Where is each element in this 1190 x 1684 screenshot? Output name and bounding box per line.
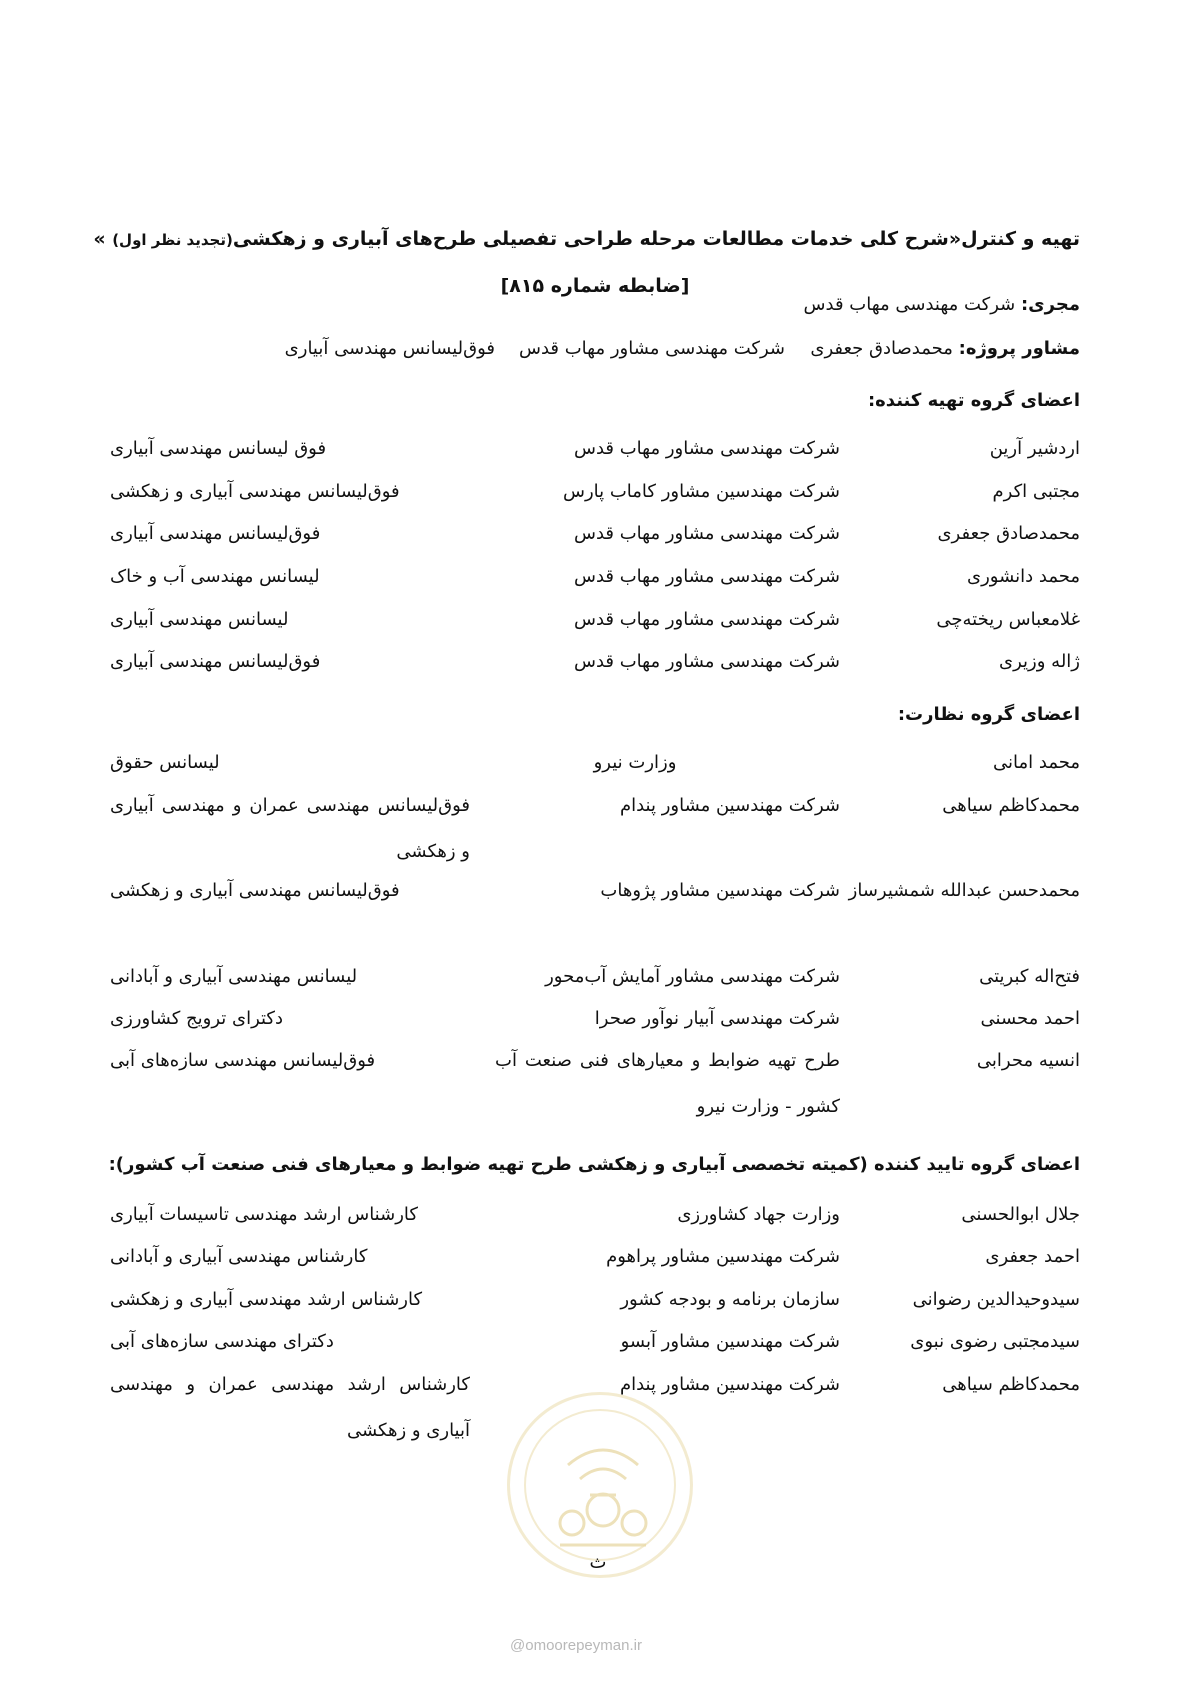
consultant-degree: فوق‌لیسانس مهندسی آبیاری [284, 338, 495, 359]
member-degree: فوق‌لیسانس مهندسی آبیاری [110, 651, 321, 672]
footer-watermark-url: @omoorepeyman.ir [510, 1637, 642, 1654]
member-org: وزارت جهاد کشاورزی [677, 1204, 840, 1225]
member-degree: دکترای ترویج کشاورزی [110, 1008, 284, 1029]
member-degree: فوق‌لیسانس مهندسی آبیاری و زهکشی [110, 481, 400, 502]
member-degree: لیسانس حقوق [110, 752, 220, 773]
table-row [100, 996, 1080, 1042]
member-degree: کارشناس ارشد مهندسی عمران و مهندسی آبیاری و زهکشی [110, 1374, 470, 1441]
table-row [100, 1192, 1080, 1238]
table-row [100, 469, 1080, 515]
member-org: شرکت مهندسین مشاور کاماب پارس [562, 481, 840, 502]
member-degree: لیسانس مهندسی آبیاری [110, 609, 289, 630]
table-row [100, 783, 1080, 875]
member-name: محمدحسن عبدالله شمشیرساز [848, 880, 1080, 901]
table-row [100, 1319, 1080, 1365]
member-degree: فوق‌لیسانس مهندسی آبیاری و زهکشی [110, 880, 400, 901]
member-org: شرکت مهندسین مشاور پراهوم [606, 1246, 840, 1267]
table-row [100, 426, 1080, 472]
watermark-stamp [507, 1392, 693, 1578]
member-org: شرکت مهندسی آبیار نوآور صحرا [594, 1008, 840, 1029]
member-degree: لیسانس مهندسی آب و خاک [110, 566, 320, 587]
member-name: سیدوحیدالدین رضوانی [912, 1289, 1080, 1310]
table-row [100, 597, 1080, 643]
consultant-label: مشاور پروژه: [958, 338, 1080, 359]
page-number: ث [589, 1552, 607, 1573]
member-degree: فوق‌لیسانس مهندسی عمران و مهندسی آبیاری و زهکشی [110, 795, 470, 862]
member-name: احمد محسنی [980, 1008, 1080, 1029]
member-org: سازمان برنامه و بودجه کشور [620, 1289, 840, 1310]
table-row [100, 1038, 1080, 1130]
member-org: شرکت مهندسین مشاور پژوهاب [600, 880, 840, 901]
consultant-line [80, 326, 1080, 372]
title-revision: (تجدید نظر اول) [112, 231, 233, 249]
preparers-heading: اعضای گروه تهیه کننده: [867, 390, 1080, 411]
member-org: وزارت نیرو [593, 752, 677, 773]
member-org: شرکت مهندسین مشاور پندام [619, 1374, 840, 1395]
member-name: محمدصادق جعفری [937, 523, 1080, 544]
member-org: شرکت مهندسی مشاور آمایش آب‌محور [545, 966, 840, 987]
member-name: احمد جعفری [985, 1246, 1080, 1267]
table-row [100, 954, 1080, 1000]
member-degree: فوق‌لیسانس مهندسی سازه‌های آبی [110, 1050, 376, 1071]
member-name: محمدکاظم سیاهی [942, 1374, 1080, 1395]
consultant-label-name [810, 326, 1080, 372]
table-row [100, 1234, 1080, 1280]
executor-line [804, 294, 1080, 315]
table-row [100, 868, 1080, 960]
table-row [100, 511, 1080, 557]
table-row [100, 554, 1080, 600]
member-name: محمد امانی [993, 752, 1080, 773]
title-end-quote: » [93, 228, 113, 250]
executor-label: مجری: [1020, 294, 1080, 315]
member-org: شرکت مهندسی مشاور مهاب قدس [573, 609, 840, 630]
member-name: غلامعباس ریخته‌چی [936, 609, 1080, 630]
title-line-2: [ضابطه شماره ۸۱۵] [500, 275, 690, 297]
supervisors-heading: اعضای گروه نظارت: [897, 704, 1080, 725]
table-row [100, 639, 1080, 685]
member-degree: لیسانس مهندسی آبیاری و آبادانی [110, 966, 358, 987]
member-org: شرکت مهندسی مشاور مهاب قدس [573, 438, 840, 459]
member-name: انسیه محرابی [976, 1050, 1080, 1071]
member-degree: کارشناس ارشد مهندسی تاسیسات آبیاری [110, 1204, 418, 1225]
consultant-org: شرکت مهندسی مشاور مهاب قدس [518, 338, 785, 359]
table-row [100, 1277, 1080, 1323]
member-org: شرکت مهندسی مشاور مهاب قدس [573, 651, 840, 672]
member-name: جلال ابوالحسنی [961, 1204, 1080, 1225]
member-org: شرکت مهندسین مشاور آبسو [620, 1331, 840, 1352]
title-main: تهیه و کنترل«شرح کلی خدمات مطالعات مرحله طراحی تفصیلی طرح‌های آبیاری و زهکشی [232, 228, 1080, 250]
member-name: محمدکاظم سیاهی [942, 795, 1080, 816]
member-name: فتح‌اله کبریتی [979, 966, 1080, 987]
member-name: ژاله وزیری [999, 651, 1080, 672]
member-name: اردشیر آرین [989, 438, 1080, 459]
member-org: شرکت مهندسین مشاور پندام [619, 795, 840, 816]
table-row [100, 740, 1080, 786]
member-degree: کارشناس مهندسی آبیاری و آبادانی [110, 1246, 368, 1267]
member-degree: فوق لیسانس مهندسی آبیاری [110, 438, 327, 459]
member-org: شرکت مهندسی مشاور مهاب قدس [573, 566, 840, 587]
member-degree: دکترای مهندسی سازه‌های آبی [110, 1331, 334, 1352]
approvers-heading: اعضای گروه تایید کننده (کمیته تخصصی آبیاری و زهکشی طرح تهیه ضوابط و معیارهای فنی صنعت آب کشور): [108, 1154, 1080, 1175]
title-line-1 [93, 216, 1080, 263]
member-org: طرح تهیه ضوابط و معیارهای فنی صنعت آب کشور - وزارت نیرو [495, 1050, 840, 1117]
member-name: سیدمجتبی رضوی نبوی [910, 1331, 1080, 1352]
executor-value: شرکت مهندسی مهاب قدس [803, 294, 1021, 315]
member-name: مجتبی اکرم [992, 481, 1080, 502]
member-org: شرکت مهندسی مشاور مهاب قدس [573, 523, 840, 544]
member-name: محمد دانشوری [966, 566, 1080, 587]
member-degree: فوق‌لیسانس مهندسی آبیاری [110, 523, 321, 544]
consultant-name: محمدصادق جعفری [810, 338, 953, 359]
member-degree: کارشناس ارشد مهندسی آبیاری و زهکشی [110, 1289, 423, 1310]
